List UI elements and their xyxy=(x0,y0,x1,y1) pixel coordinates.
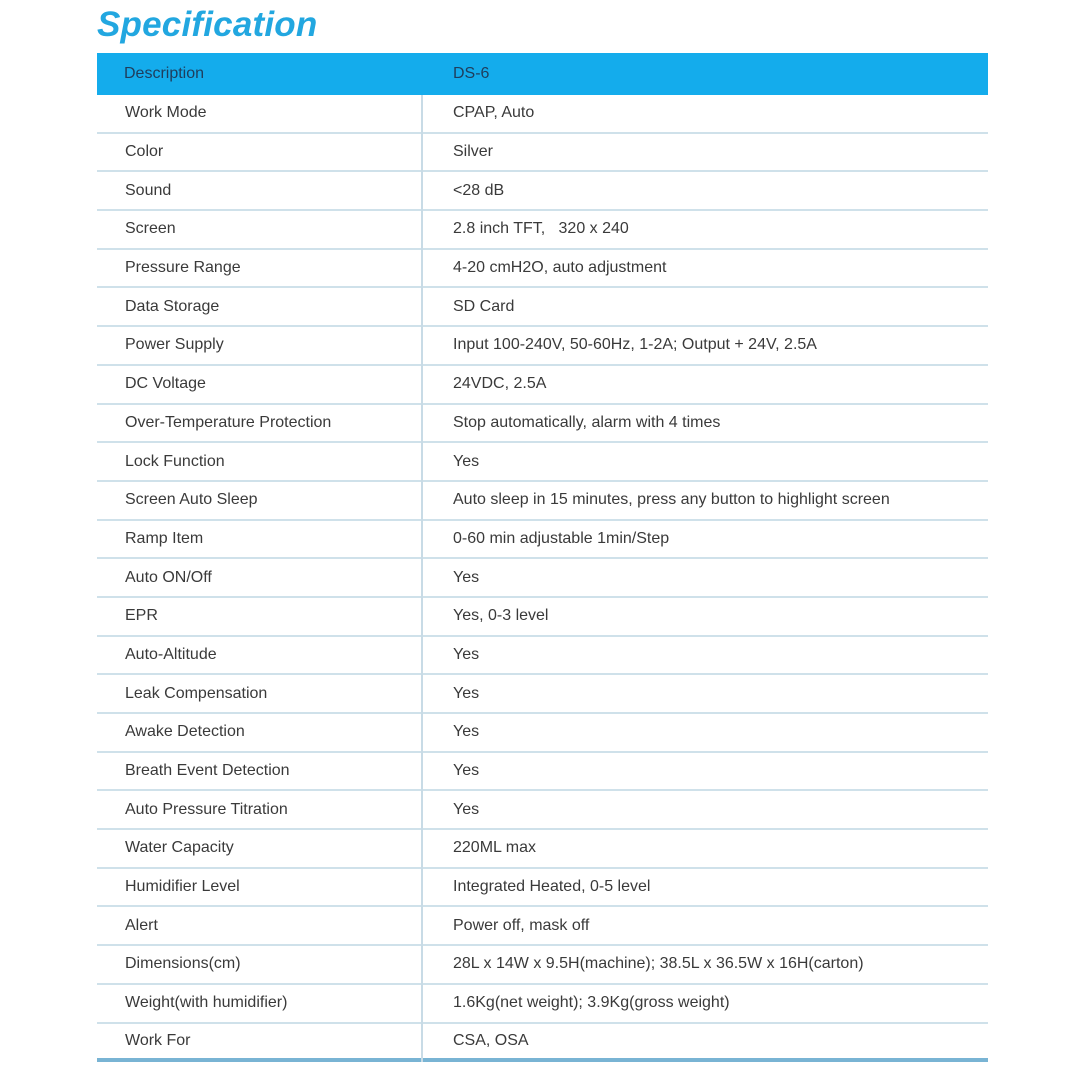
table-row xyxy=(97,405,988,444)
row-value: 1.6Kg(net weight); 3.9Kg(gross weight) xyxy=(453,994,730,1012)
row-value: 2.8 inch TFT, 320 x 240 xyxy=(453,220,629,238)
table-row xyxy=(97,869,988,908)
row-value: Silver xyxy=(453,143,494,161)
row-value: SD Card xyxy=(453,297,515,315)
table-row xyxy=(97,946,988,985)
row-label: Auto-Altitude xyxy=(125,645,217,663)
row-value: 24VDC, 2.5A xyxy=(453,375,547,393)
table-row xyxy=(97,985,988,1024)
row-value: Yes xyxy=(453,568,480,586)
table-header xyxy=(97,53,988,95)
row-label: Work Mode xyxy=(125,104,207,122)
row-value: Yes xyxy=(453,800,480,818)
table-row xyxy=(97,366,988,405)
row-label: Lock Function xyxy=(125,452,225,470)
row-value: Input 100-240V, 50-60Hz, 1-2A; Output + 24V, 2.5A xyxy=(453,336,817,354)
row-label: Breath Event Detection xyxy=(125,762,290,780)
table-row xyxy=(97,327,988,366)
table-row xyxy=(97,637,988,676)
row-value: Yes xyxy=(453,645,480,663)
row-value: Power off, mask off xyxy=(453,916,590,934)
row-label: DC Voltage xyxy=(125,375,206,393)
row-label: Power Supply xyxy=(125,336,224,354)
table-body xyxy=(97,95,988,1062)
header-model: DS-6 xyxy=(453,65,490,82)
table-row xyxy=(97,830,988,869)
row-value: Yes xyxy=(453,723,480,741)
row-label: Over-Temperature Protection xyxy=(125,413,332,431)
table-row xyxy=(97,288,988,327)
row-value: Yes xyxy=(453,452,480,470)
table-row xyxy=(97,559,988,598)
row-value: Auto sleep in 15 minutes, press any button to highlight screen xyxy=(453,491,890,509)
table-row xyxy=(97,1024,988,1063)
table-row xyxy=(97,443,988,482)
row-value: Stop automatically, alarm with 4 times xyxy=(453,413,721,431)
row-value: Yes, 0-3 level xyxy=(453,607,549,625)
row-label: Humidifier Level xyxy=(125,878,240,896)
row-value: 4-20 cmH2O, auto adjustment xyxy=(453,259,667,277)
row-value: 28L x 14W x 9.5H(machine); 38.5L x 36.5W x 16H(carton) xyxy=(453,955,864,973)
row-label: Water Capacity xyxy=(125,839,234,857)
specification-table xyxy=(97,53,988,1062)
row-value: Yes xyxy=(453,684,480,702)
table-row xyxy=(97,907,988,946)
row-label: Dimensions(cm) xyxy=(125,955,241,973)
table-row xyxy=(97,598,988,637)
row-value: <28 dB xyxy=(453,181,505,199)
table-row xyxy=(97,753,988,792)
header-description: Description xyxy=(124,65,205,82)
table-row xyxy=(97,134,988,173)
row-value: 220ML max xyxy=(453,839,536,857)
row-label: Auto Pressure Titration xyxy=(125,800,288,818)
table-row xyxy=(97,675,988,714)
row-label: Screen Auto Sleep xyxy=(125,491,258,509)
row-label: Leak Compensation xyxy=(125,684,268,702)
page-title: Specification xyxy=(97,5,318,44)
row-label: Sound xyxy=(125,181,172,199)
row-label: Weight(with humidifier) xyxy=(125,994,288,1012)
row-value: CPAP, Auto xyxy=(453,104,535,122)
row-label: Auto ON/Off xyxy=(125,568,212,586)
row-label: Ramp Item xyxy=(125,529,204,547)
table-row xyxy=(97,172,988,211)
table-row xyxy=(97,482,988,521)
table-row xyxy=(97,521,988,560)
row-label: Alert xyxy=(125,916,158,934)
row-label: Pressure Range xyxy=(125,259,241,277)
table-row xyxy=(97,211,988,250)
table-row xyxy=(97,250,988,289)
row-label: EPR xyxy=(125,607,158,625)
row-label: Data Storage xyxy=(125,297,220,315)
row-value: Integrated Heated, 0-5 level xyxy=(453,878,651,896)
row-value: CSA, OSA xyxy=(453,1031,529,1049)
table-row xyxy=(97,791,988,830)
row-label: Screen xyxy=(125,220,176,238)
row-label: Awake Detection xyxy=(125,723,245,741)
table-row xyxy=(97,714,988,753)
row-label: Work For xyxy=(125,1031,191,1049)
row-value: Yes xyxy=(453,762,480,780)
row-label: Color xyxy=(125,143,164,161)
row-value: 0-60 min adjustable 1min/Step xyxy=(453,529,670,547)
table-row xyxy=(97,95,988,134)
